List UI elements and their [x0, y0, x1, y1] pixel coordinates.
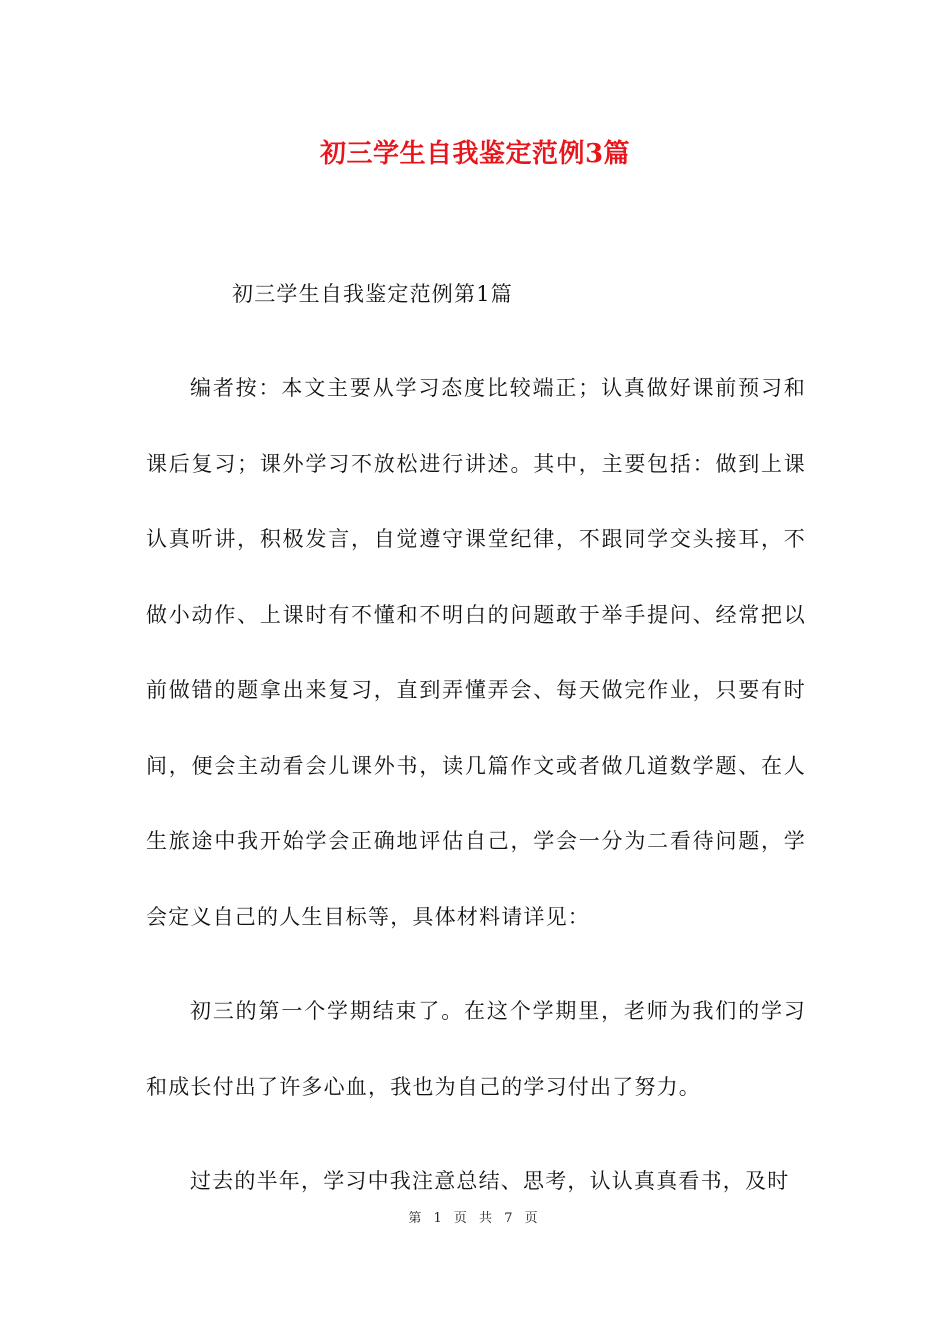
document-body — [146, 276, 806, 1258]
paragraph-editor-note: 编者按：本文主要从学习态度比较端正；认真做好课前预习和课后复习；课外学习不放松进行讲述。其中，主要包括：做到上课认真听讲，积极发言，自觉遵守课堂纪律，不跟同学交头接耳，不做小动作、上课时有不懂和不明白的问题敢于举手提问、经常把以前做错的题拿出来复习，直到弄懂弄会、每天做完作业，只要有时间，便会主动看会儿课外书，读几篇作文或者做几道数学题、在人生旅途中我开始学会正确地评估自己，学会一分为二看待问题，学会定义自己的人生目标等，具体材料请详见： — [146, 376, 806, 929]
page-number-footer: 第 1 页 共 7 页 — [408, 1211, 542, 1226]
paragraph-past-half-year: 过去的半年，学习中我注意总结、思考，认认真真看书，及时 — [190, 1169, 790, 1193]
section-heading: 初三学生自我鉴定范例第1篇 — [232, 282, 513, 306]
paragraph-intro: 初三的第一个学期结束了。在这个学期里，老师为我们的学习和成长付出了许多心血，我也为自己的学习付出了努力。 — [146, 999, 806, 1099]
document-title: 初三学生自我鉴定范例3篇 — [319, 139, 631, 169]
